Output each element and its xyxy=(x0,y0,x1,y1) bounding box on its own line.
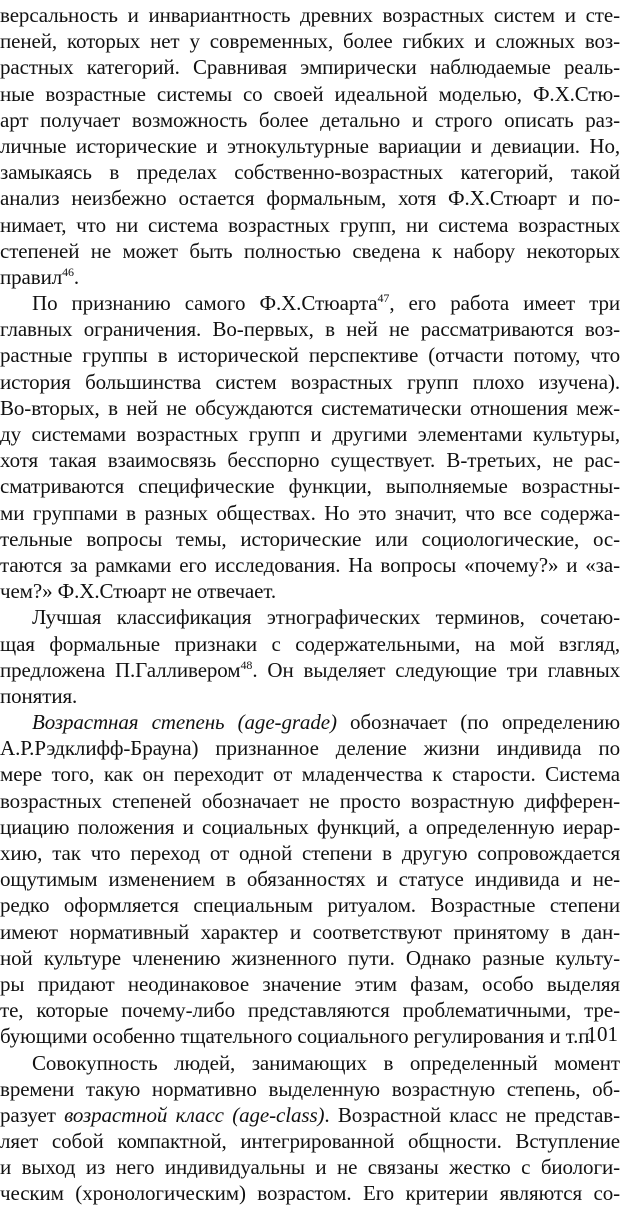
text-line: анализ неизбежно остается формальным, хотя Ф.Х.Стюарт и по- xyxy=(0,186,620,211)
text-fragment: правил xyxy=(0,264,63,289)
text-line: замыкаясь в пределах собственно-возрастных категорий, такой xyxy=(0,160,620,185)
text-line: ры придают неодинаковое значение этим фазам, особо выделяя xyxy=(0,971,620,996)
text-line: А.Р.Рэдклифф-Брауна) признанное деление жизни индивида по xyxy=(0,736,620,761)
page-number: 101 xyxy=(586,1022,618,1046)
text-line: и выход из него индивидуальны и не связаны жестко с биологи- xyxy=(0,1155,620,1180)
body-text xyxy=(0,2,620,1207)
paragraph-1 xyxy=(0,2,620,290)
text-line: степеней не может быть полностью сведена к набору некоторых xyxy=(0,238,620,263)
text-line: возрастных степеней обозначает не просто возрастную дифферен- xyxy=(0,788,620,813)
text-line: ной культуре членению жизненного пути. Однако разные культу- xyxy=(0,945,620,970)
text-fragment: . Он выделяет следующие три главных xyxy=(252,657,620,682)
text-line: таются за рамками его исследования. На вопросы «почему?» и «за- xyxy=(0,552,620,577)
text-line: ощутимым изменением в обязанностях и статусе индивида и не- xyxy=(0,867,620,892)
text-line: мере того, как он переходит от младенчества к старости. Система xyxy=(0,762,620,787)
paragraph-5 xyxy=(0,1050,620,1207)
text-line: растные группы в исторической перспективе (отчасти потому, что xyxy=(0,343,620,368)
text-line: те, которые почему-либо представляются проблематичными, тре- xyxy=(0,998,620,1023)
footnote-ref-46[interactable]: 46 xyxy=(62,264,74,279)
text-fragment: По признанию самого Ф.Х.Стюарта xyxy=(32,291,378,316)
text-line: тельные вопросы темы, исторические или социологические, ос- xyxy=(0,526,620,551)
text-line: ляет собой компактной, интегрированной общности. Вступление xyxy=(0,1129,620,1154)
term-age-class: возрастной класс (age-class) xyxy=(64,1102,325,1127)
text-line: щая формальные признаки с содержательными, на мой взгляд, xyxy=(0,631,620,656)
text-line xyxy=(0,264,620,290)
text-line: циацию положения и социальных функций, а определенную иерар- xyxy=(0,814,620,839)
paragraph-2 xyxy=(0,290,620,604)
text-line: личные исторические и этнокультурные вариации и девиации. Но, xyxy=(0,133,620,158)
text-line: бующими особенно тщательного социального регулирования и т.п. xyxy=(0,1024,595,1049)
text-fragment: . xyxy=(73,264,80,289)
text-fragment: , его работа имеет три xyxy=(389,291,620,316)
text-line: нимает, что ни система возрастных групп, ни система возрастных xyxy=(0,212,620,237)
text-line xyxy=(0,1102,620,1128)
text-fragment: обозначает (по определению xyxy=(336,710,620,735)
text-line: хию, так что переход от одной степени в другую сопровождается xyxy=(0,841,620,865)
text-line: ные возрастные системы со своей идеальной моделью, Ф.Х.Стю- xyxy=(0,81,620,106)
text-line: ческим (хронологическим) возрастом. Его критерии являются со- xyxy=(0,1181,620,1206)
text-line: понятия. xyxy=(0,683,78,708)
text-line xyxy=(0,290,620,316)
text-line xyxy=(0,709,620,735)
text-line: главных ограничения. Во-первых, в ней не рассматриваются воз- xyxy=(0,317,620,342)
text-line: ду системами возрастных групп и другими элементами культуры, xyxy=(0,422,620,446)
text-line: Совокупность людей, занимающих в определенный момент xyxy=(32,1050,620,1075)
text-line xyxy=(0,657,620,683)
text-line: версальность и инвариантность древних возрастных систем и сте- xyxy=(0,3,620,27)
footnote-ref-48[interactable]: 48 xyxy=(240,657,253,672)
text-line: растных категорий. Сравнивая эмпирически наблюдаемые реаль- xyxy=(0,55,620,80)
text-line: пеней, которых нет у современных, более гибких и сложных воз- xyxy=(0,29,620,54)
text-line: история большинства систем возрастных групп плохо изучена). xyxy=(0,369,620,394)
text-line: арт получает возможность более детально и строго описать раз- xyxy=(0,107,620,132)
text-line: имеют нормативный характер и соответствуют принятому в дан- xyxy=(0,919,620,944)
text-line: чем?» Ф.Х.Стюарт не отвечает. xyxy=(0,579,277,604)
text-fragment: . Возрастной класс не представ- xyxy=(324,1102,620,1127)
paragraph-4 xyxy=(0,709,620,1049)
text-fragment: предложена П.Галливером xyxy=(0,657,241,682)
text-fragment: разует xyxy=(0,1102,65,1127)
text-line: ми группами в разных обществах. Но это значит, что все содержа- xyxy=(0,500,620,525)
term-age-grade: Возрастная степень (age-grade) xyxy=(32,710,337,735)
text-line: сматриваются специфические функции, выполняемые возрастны- xyxy=(0,474,620,499)
text-line: Лучшая классификация этнографических терминов, сочетаю- xyxy=(32,605,620,630)
footnote-ref-47[interactable]: 47 xyxy=(377,291,390,306)
text-line: редко оформляется специальным ритуалом. Возрастные степени xyxy=(0,893,620,918)
text-line: времени такую нормативно выделенную возрастную степень, об- xyxy=(0,1076,620,1101)
text-line: хотя такая взаимосвязь бесспорно существует. В-третьих, не рас- xyxy=(0,448,620,473)
paragraph-3 xyxy=(0,604,620,709)
text-line: Во-вторых, в ней не обсуждаются систематически отношения меж- xyxy=(0,395,620,420)
